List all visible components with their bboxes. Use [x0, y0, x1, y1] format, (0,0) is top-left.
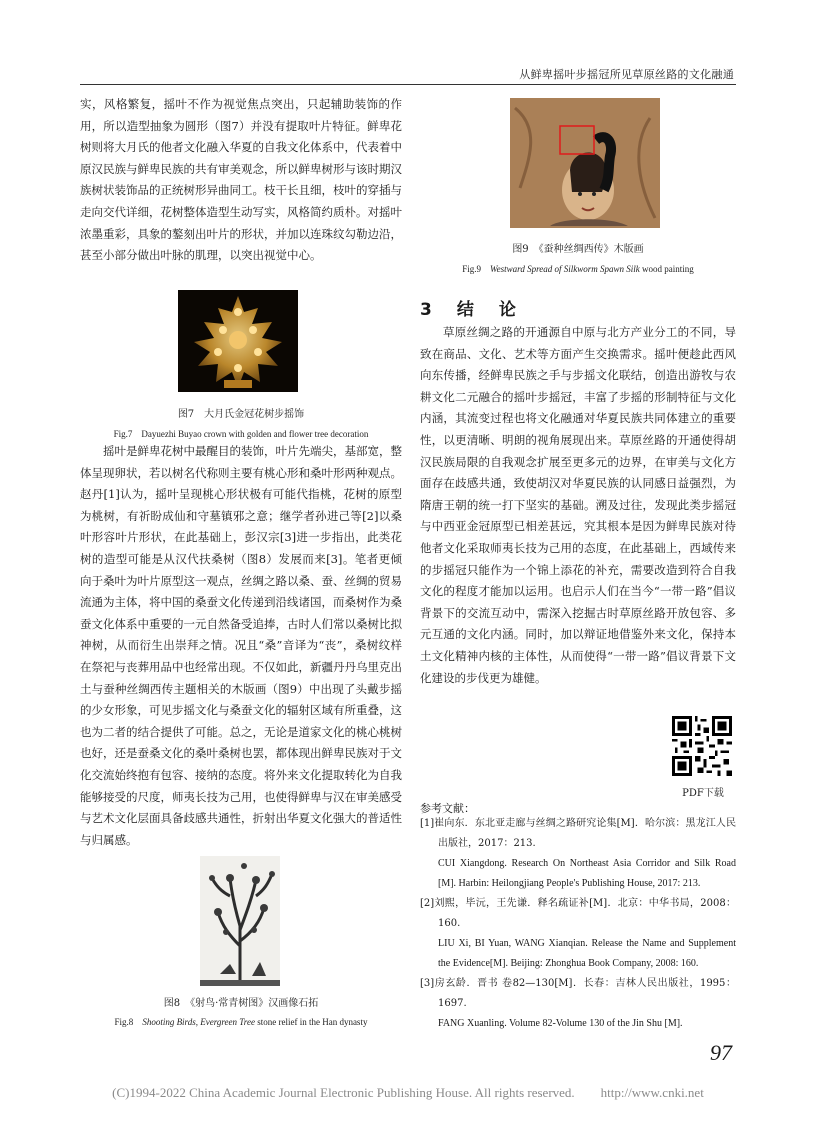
figure-7-image — [178, 290, 298, 392]
figure-9-caption-en-title: Westward Spread of Silkworm Spawn Silk — [490, 264, 640, 274]
stone-relief-tree-illustration — [200, 856, 280, 986]
figure-9-caption-en-suffix: wood painting — [639, 264, 694, 274]
body-paragraph: 摇叶是鲜卑花树中最醒目的装饰，叶片先端尖，基部宽，整体呈现卵状，若以树名代称则主要有桃心形和桑叶形两种观点。赵丹[1]认为，摇叶呈现桃心形状极有可能代指桃，花树的原型为桃树，有祈盼成仙和守墓镇邪之意；继学者孙进己等[2]以桑叶形容叶片形状，在此基础上，彭汉宗[3]进一步指出，此类花树的造型可能是从汉代扶桑树（图8）发展而来[3]。笔者更倾向于桑叶为叶片原型这一观点，丝绸之路以桑、蚕、丝绸的贸易流通为主体，将中国的桑蚕文化传递到沿线诸国，而桑树作为桑蚕文化体系中重要的一元自然备受追捧，古时人们常以桑树比拟神树，从而衍生出崇拜之情。况且“桑”音译为“丧”，桑树纹样在祭祀与丧葬用品中也经常出现。不仅如此，新疆丹丹乌里克出土与蚕种丝绸西传主题相关的木版画（图9）中出现了头戴步摇的少女形象，可见步摇文化与桑蚕文化的辐射区域有所重叠，这也为二者的结合提供了可能。总之，无论是道家文化的桃心桃树也好，还是蚕桑文化的桑叶桑树也罢，都体现出鲜卑民族对于文化交流始终抱有包容、接纳的态度。将外来文化提取转化为自我能够接受的尺度，师夷长技为己用，也使得鲜卑与汉在审美感受与艺术文化层面具备歧感共通性，折射出华夏文化强大的普适性与归属感。 — [80, 444, 402, 847]
reference-en: LIU Xi, BI Yuan, WANG Xianqian. Release the Name and Supplement the Evidence[M]. Beijing: Zhonghua Book Company, 2008: 160. — [438, 938, 736, 969]
figure-8-caption-cn: 图8 《射鸟·常青树图》汉画像石拓 — [163, 998, 319, 1009]
figure-7-caption-en: Fig.7 Dayuezhi Buyao crown with golden and flower tree decoration — [113, 429, 369, 439]
copyright-footer: (C)1994-2022 China Academic Journal Electronic Publishing House. All rights reserved. http://www.cnki.net — [112, 1085, 704, 1100]
section-heading-conclusion: 3 结 论 — [420, 300, 520, 320]
qr-code-graphic — [672, 716, 732, 776]
figure-8-caption-en — [80, 1015, 402, 1028]
figure-9-image — [510, 98, 660, 228]
figure-9-caption-cn: 图9 《蚕种丝绸西传》木版画 — [512, 244, 644, 255]
conclusion-paragraph: 草原丝绸之路的开通源自中原与北方产业分工的不同，导致在商品、文化、艺术等方面产生交换需求。摇叶便趁此西风向东传播，经鲜卑民族之手与步摇文化联结，创造出游牧与农耕文化二元融合的摇叶步摇冠，丰富了步摇的形制特征与文化内涵，其流变过程也将文化融通对华夏民族共同体建立的重要性，以更清晰、明朗的视角展现出来。草原丝路的开通使得胡汉民族局限的自我观念扩展至更多元的边界，在审美与文化方面存在歧感共通，致使胡汉对华夏民族的认同感日益强烈，为隋唐王朝的统一打下坚实的基础。溯及过往，发现此类步摇冠与中西亚金冠原型已相差甚远，究其根本是因为鲜卑民族对待他者文化采取师夷长技为己用的态度，在此基础上，西域传来的步摇冠只能作为一个锦上添花的补充，需要改造到符合自我文化的程度才能加以运用。也启示人们在当今“一带一路”倡议背景下的交流互动中，需深入挖掘古时草原丝路开放包容、多元互通的文化内涵。同时，加以辩证地借鉴外来文化，保持本土文化精神内核的主体性，从而使得“一带一路”倡议背景下文化建设的步伐更为雄健。 — [420, 325, 736, 685]
wood-painting-illustration — [510, 98, 660, 228]
left-column-top — [80, 94, 402, 267]
reference-en: CUI Xiangdong. Research On Northeast Asia Corridor and Silk Road [M]. Harbin: Heilongjiang People's Publishing House, 2017: 213. — [438, 858, 736, 889]
figure-9-caption-en — [420, 262, 736, 275]
figure-8-image — [200, 856, 280, 986]
qr-code-icon[interactable] — [672, 716, 732, 776]
golden-crown-illustration — [178, 290, 298, 392]
body-paragraph: 实，风格繁复，摇叶不作为视觉焦点突出，只起辅助装饰的作用，所以造型抽象为圆形（图7）并没有提取叶片特征。鲜卑花树则将大月氏的他者文化融入华夏的自我文化体系中，代表着中原汉民族与鲜卑民族的共有审美观念，所以鲜卑树形与该时期汉族树状装饰品的正统树形异曲同工。枝干长且细，枝叶的穿插与走向交代详细，花树整体造型生动写实，风格简约质朴。对摇叶浓墨重彩，具象的鏊刻出叶片的形状，并加以连珠纹勾勒边沿，甚至小部分做出叶脉的肌理，以突出视觉中心。 — [80, 97, 402, 263]
reference-cn: [2]刘熙，毕沅，王先谦．释名疏证补[M]．北京：中华书局，2008：160. — [420, 898, 736, 929]
references-list — [420, 814, 736, 1034]
page-number: 97 — [710, 1040, 732, 1065]
figure-8-caption-en-title: Shooting Birds, Evergreen Tree — [142, 1017, 255, 1027]
header-rule — [80, 84, 736, 85]
figure-9-caption-en-prefix: Fig.9 — [462, 264, 490, 274]
running-header-title: 从鲜卑摇叶步摇冠所见草原丝路的文化融通 — [519, 68, 734, 81]
reference-cn: [3]房玄龄．晋书 卷82—130[M]．长春：吉林人民出版社，1995：1697. — [420, 978, 736, 1009]
references-heading: 参考文献： — [420, 802, 475, 815]
pdf-download-link[interactable]: PDF下载 — [682, 788, 724, 799]
figure-8-caption-en-prefix: Fig.8 — [114, 1017, 143, 1027]
reference-en: FANG Xuanling. Volume 82-Volume 130 of the Jin Shu [M]. — [438, 1018, 683, 1029]
reference-cn: [1]崔向东．东北亚走廊与丝绸之路研究论集[M]．哈尔滨：黑龙江人民出版社，2017：213. — [420, 818, 736, 849]
figure-7-caption-cn: 图7 大月氏金冠花树步摇饰 — [177, 409, 305, 420]
left-column-bottom — [80, 441, 402, 851]
right-column-text — [420, 322, 736, 689]
figure-8-caption-en-suffix: stone relief in the Han dynasty — [254, 1017, 368, 1027]
